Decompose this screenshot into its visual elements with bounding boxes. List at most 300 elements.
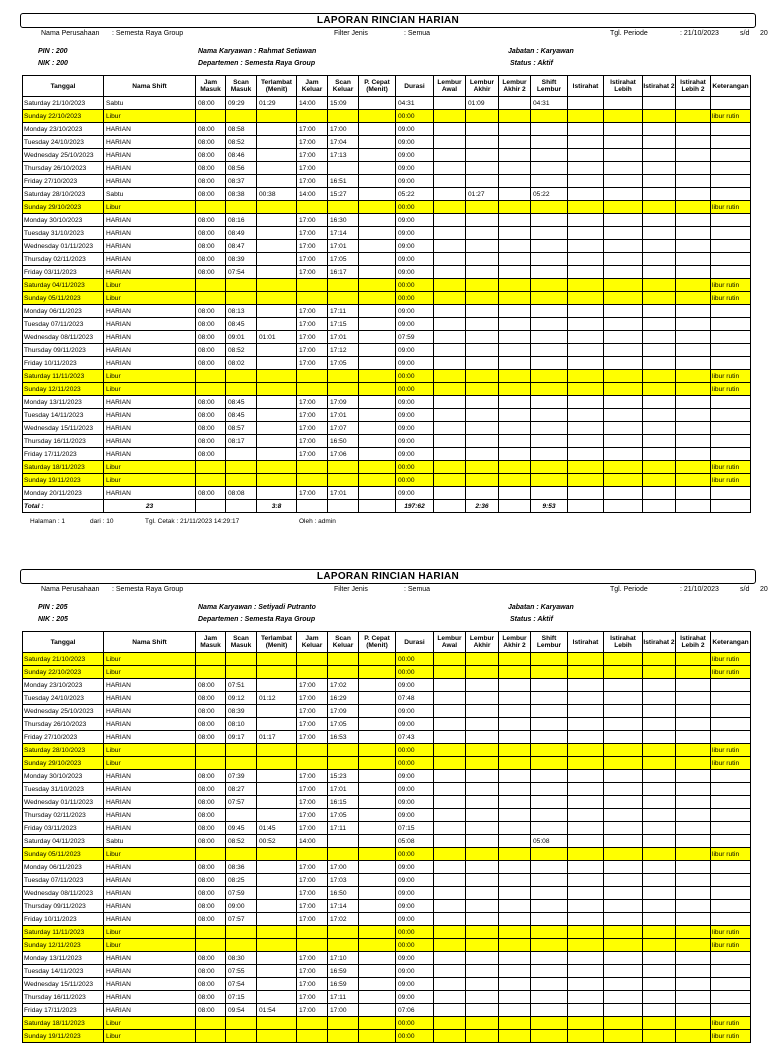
table-cell bbox=[643, 292, 676, 305]
table-cell: Tuesday 07/11/2023 bbox=[23, 874, 104, 887]
table-cell bbox=[643, 383, 676, 396]
table-cell: 01:27 bbox=[466, 188, 499, 201]
table-cell: Libur bbox=[104, 201, 196, 214]
table-cell: 08:00 bbox=[196, 422, 226, 435]
table-cell bbox=[604, 900, 643, 913]
day-off-row bbox=[23, 653, 751, 666]
table-cell bbox=[466, 110, 499, 123]
table-cell: Thursday 09/11/2023 bbox=[23, 900, 104, 913]
table-cell bbox=[568, 952, 604, 965]
column-header: P. Cepat (Menit) bbox=[359, 76, 396, 97]
table-row bbox=[23, 188, 751, 201]
table-cell bbox=[434, 770, 466, 783]
column-header: Istirahat Lebih bbox=[604, 632, 643, 653]
table-cell bbox=[196, 292, 226, 305]
table-cell: 08:00 bbox=[196, 409, 226, 422]
table-cell: 07:54 bbox=[226, 978, 257, 991]
table-cell: 05:22 bbox=[396, 188, 434, 201]
table-cell: 08:52 bbox=[226, 344, 257, 357]
table-cell bbox=[643, 1030, 676, 1043]
column-header: Nama Shift bbox=[104, 76, 196, 97]
table-cell: 16:51 bbox=[328, 175, 359, 188]
table-cell bbox=[676, 887, 711, 900]
table-cell bbox=[643, 97, 676, 110]
table-cell bbox=[604, 279, 643, 292]
table-cell bbox=[531, 991, 568, 1004]
table-cell bbox=[604, 809, 643, 822]
table-cell bbox=[328, 279, 359, 292]
total-cell bbox=[499, 500, 531, 513]
table-cell: Monday 20/11/2023 bbox=[23, 487, 104, 500]
column-header: Scan Keluar bbox=[328, 632, 359, 653]
table-cell bbox=[531, 422, 568, 435]
table-cell bbox=[676, 279, 711, 292]
table-cell bbox=[531, 344, 568, 357]
table-cell bbox=[196, 1017, 226, 1030]
table-cell bbox=[226, 201, 257, 214]
table-cell bbox=[297, 201, 328, 214]
table-cell bbox=[257, 266, 297, 279]
table-cell bbox=[359, 123, 396, 136]
table-cell bbox=[568, 448, 604, 461]
table-cell bbox=[499, 188, 531, 201]
table-cell bbox=[499, 796, 531, 809]
table-cell bbox=[434, 448, 466, 461]
table-cell bbox=[434, 809, 466, 822]
table-body bbox=[23, 97, 751, 513]
table-cell: 08:00 bbox=[196, 900, 226, 913]
table-cell bbox=[434, 848, 466, 861]
table-cell bbox=[568, 97, 604, 110]
table-cell bbox=[434, 123, 466, 136]
table-cell: 08:00 bbox=[196, 718, 226, 731]
table-cell bbox=[297, 1030, 328, 1043]
table-cell: 17:00 bbox=[297, 227, 328, 240]
table-cell bbox=[499, 110, 531, 123]
table-cell bbox=[531, 679, 568, 692]
table-cell bbox=[676, 97, 711, 110]
table-cell bbox=[499, 175, 531, 188]
table-row bbox=[23, 718, 751, 731]
table-cell bbox=[196, 744, 226, 757]
table-cell bbox=[604, 318, 643, 331]
table-cell: Wednesday 01/11/2023 bbox=[23, 240, 104, 253]
table-cell: 09:00 bbox=[396, 809, 434, 822]
table-cell: libur rutin bbox=[711, 461, 751, 474]
table-cell: Tuesday 24/10/2023 bbox=[23, 692, 104, 705]
table-cell bbox=[499, 123, 531, 136]
table-cell bbox=[359, 692, 396, 705]
table-cell bbox=[676, 175, 711, 188]
table-cell bbox=[711, 305, 751, 318]
table-cell bbox=[499, 965, 531, 978]
filter-label: Filter Jenis bbox=[334, 30, 368, 37]
table-row bbox=[23, 679, 751, 692]
table-cell bbox=[499, 731, 531, 744]
table-cell: HARIAN bbox=[104, 149, 196, 162]
table-cell: 09:00 bbox=[396, 136, 434, 149]
table-cell bbox=[434, 253, 466, 266]
table-cell bbox=[568, 900, 604, 913]
table-cell: libur rutin bbox=[711, 1017, 751, 1030]
table-cell bbox=[531, 692, 568, 705]
table-cell: 17:01 bbox=[328, 240, 359, 253]
table-cell: 08:00 bbox=[196, 214, 226, 227]
table-cell: libur rutin bbox=[711, 110, 751, 123]
table-cell bbox=[568, 214, 604, 227]
table-cell: 08:52 bbox=[226, 835, 257, 848]
table-cell bbox=[359, 201, 396, 214]
table-cell: 08:25 bbox=[226, 874, 257, 887]
column-header: Scan Keluar bbox=[328, 76, 359, 97]
table-cell bbox=[568, 409, 604, 422]
table-cell bbox=[434, 149, 466, 162]
table-cell bbox=[499, 435, 531, 448]
table-cell: 14:00 bbox=[297, 97, 328, 110]
column-header: Lembur Akhir 2 bbox=[499, 632, 531, 653]
table-cell bbox=[568, 175, 604, 188]
table-cell bbox=[196, 201, 226, 214]
table-cell bbox=[643, 796, 676, 809]
table-cell bbox=[434, 474, 466, 487]
table-cell bbox=[328, 757, 359, 770]
table-cell: 09:00 bbox=[396, 991, 434, 1004]
table-cell bbox=[297, 292, 328, 305]
table-cell bbox=[568, 279, 604, 292]
table-cell: HARIAN bbox=[104, 679, 196, 692]
table-cell: 09:00 bbox=[396, 679, 434, 692]
column-header: P. Cepat (Menit) bbox=[359, 632, 396, 653]
table-cell bbox=[328, 939, 359, 952]
table-cell bbox=[297, 370, 328, 383]
table-cell bbox=[499, 448, 531, 461]
table-cell bbox=[643, 874, 676, 887]
table-cell bbox=[676, 409, 711, 422]
table-cell bbox=[643, 666, 676, 679]
table-cell: HARIAN bbox=[104, 718, 196, 731]
table-cell: 17:00 bbox=[297, 149, 328, 162]
table-cell bbox=[359, 796, 396, 809]
table-cell bbox=[676, 136, 711, 149]
table-cell bbox=[604, 666, 643, 679]
table-cell: 08:00 bbox=[196, 874, 226, 887]
table-cell: HARIAN bbox=[104, 809, 196, 822]
table-cell: 17:01 bbox=[328, 409, 359, 422]
table-cell: 09:00 bbox=[396, 344, 434, 357]
table-cell bbox=[499, 305, 531, 318]
table-cell: Sunday 05/11/2023 bbox=[23, 292, 104, 305]
table-cell bbox=[531, 474, 568, 487]
table-cell bbox=[359, 965, 396, 978]
table-cell bbox=[257, 991, 297, 1004]
table-cell: 07:57 bbox=[226, 913, 257, 926]
table-cell: 00:00 bbox=[396, 757, 434, 770]
table-cell: 17:09 bbox=[328, 396, 359, 409]
table-cell bbox=[643, 718, 676, 731]
table-row bbox=[23, 409, 751, 422]
table-cell bbox=[531, 731, 568, 744]
table-cell bbox=[257, 344, 297, 357]
table-cell: Tuesday 24/10/2023 bbox=[23, 136, 104, 149]
table-cell bbox=[499, 679, 531, 692]
table-cell: 08:00 bbox=[196, 331, 226, 344]
table-cell: Monday 30/10/2023 bbox=[23, 214, 104, 227]
table-cell bbox=[434, 783, 466, 796]
table-cell: 08:00 bbox=[196, 149, 226, 162]
table-cell bbox=[359, 318, 396, 331]
table-cell: 17:00 bbox=[297, 913, 328, 926]
table-cell bbox=[568, 770, 604, 783]
table-cell: Sunday 12/11/2023 bbox=[23, 383, 104, 396]
table-cell bbox=[257, 136, 297, 149]
table-cell bbox=[643, 926, 676, 939]
table-cell bbox=[604, 383, 643, 396]
table-cell: 09:00 bbox=[396, 123, 434, 136]
table-row bbox=[23, 227, 751, 240]
table-cell bbox=[676, 848, 711, 861]
table-cell: 17:00 bbox=[297, 796, 328, 809]
table-cell: 08:00 bbox=[196, 991, 226, 1004]
table-cell: 00:00 bbox=[396, 474, 434, 487]
table-cell bbox=[257, 848, 297, 861]
table-cell bbox=[434, 175, 466, 188]
table-row bbox=[23, 861, 751, 874]
table-cell: Monday 30/10/2023 bbox=[23, 770, 104, 783]
table-cell bbox=[257, 679, 297, 692]
table-cell bbox=[499, 266, 531, 279]
table-cell: 17:00 bbox=[297, 136, 328, 149]
table-cell bbox=[257, 705, 297, 718]
table-cell bbox=[359, 214, 396, 227]
table-cell: Friday 17/11/2023 bbox=[23, 448, 104, 461]
table-cell bbox=[568, 357, 604, 370]
table-cell: 09:54 bbox=[226, 1004, 257, 1017]
table-cell: 09:17 bbox=[226, 731, 257, 744]
table-cell: 08:00 bbox=[196, 861, 226, 874]
table-cell bbox=[196, 461, 226, 474]
total-cell bbox=[434, 500, 466, 513]
table-cell bbox=[359, 474, 396, 487]
table-cell: 07:43 bbox=[396, 731, 434, 744]
table-cell bbox=[434, 913, 466, 926]
table-cell: 08:57 bbox=[226, 422, 257, 435]
table-cell bbox=[434, 874, 466, 887]
table-cell: 09:00 bbox=[396, 874, 434, 887]
table-cell bbox=[531, 240, 568, 253]
table-cell bbox=[568, 123, 604, 136]
table-cell bbox=[531, 175, 568, 188]
table-cell bbox=[711, 149, 751, 162]
table-cell bbox=[257, 448, 297, 461]
table-cell bbox=[359, 848, 396, 861]
table-cell bbox=[466, 201, 499, 214]
table-cell bbox=[466, 757, 499, 770]
table-cell bbox=[604, 874, 643, 887]
table-cell: 17:09 bbox=[328, 705, 359, 718]
table-cell bbox=[499, 214, 531, 227]
table-cell: 17:00 bbox=[297, 887, 328, 900]
table-cell: Thursday 16/11/2023 bbox=[23, 991, 104, 1004]
table-cell bbox=[711, 796, 751, 809]
table-cell bbox=[466, 409, 499, 422]
table-cell bbox=[643, 653, 676, 666]
table-cell bbox=[711, 835, 751, 848]
table-cell bbox=[359, 783, 396, 796]
table-cell bbox=[531, 409, 568, 422]
table-cell bbox=[466, 305, 499, 318]
table-cell bbox=[568, 188, 604, 201]
table-cell: 16:59 bbox=[328, 978, 359, 991]
table-cell bbox=[568, 253, 604, 266]
table-cell bbox=[676, 357, 711, 370]
table-cell bbox=[711, 331, 751, 344]
table-cell bbox=[359, 1030, 396, 1043]
table-cell bbox=[226, 279, 257, 292]
total-cell: 197:62 bbox=[396, 500, 434, 513]
table-cell: 17:01 bbox=[328, 783, 359, 796]
table-cell bbox=[226, 370, 257, 383]
table-cell bbox=[466, 448, 499, 461]
table-cell bbox=[676, 770, 711, 783]
table-cell bbox=[568, 874, 604, 887]
table-cell: 08:45 bbox=[226, 409, 257, 422]
total-row bbox=[23, 500, 751, 513]
table-cell bbox=[604, 744, 643, 757]
table-cell: 08:00 bbox=[196, 435, 226, 448]
table-cell bbox=[568, 1017, 604, 1030]
table-cell: 17:00 bbox=[328, 1004, 359, 1017]
table-cell bbox=[604, 861, 643, 874]
table-cell bbox=[531, 887, 568, 900]
table-cell: 08:00 bbox=[196, 97, 226, 110]
table-cell bbox=[499, 331, 531, 344]
table-cell bbox=[531, 822, 568, 835]
table-cell bbox=[466, 149, 499, 162]
table-cell: 09:00 bbox=[396, 162, 434, 175]
table-cell bbox=[499, 383, 531, 396]
table-cell bbox=[466, 461, 499, 474]
table-cell bbox=[466, 861, 499, 874]
table-cell bbox=[531, 162, 568, 175]
table-cell bbox=[676, 757, 711, 770]
table-cell: Monday 13/11/2023 bbox=[23, 952, 104, 965]
table-cell bbox=[499, 201, 531, 214]
table-cell: HARIAN bbox=[104, 796, 196, 809]
table-cell: 08:00 bbox=[196, 162, 226, 175]
table-cell bbox=[604, 266, 643, 279]
table-cell bbox=[643, 461, 676, 474]
table-cell bbox=[359, 718, 396, 731]
table-cell bbox=[604, 227, 643, 240]
table-cell bbox=[676, 344, 711, 357]
table-cell bbox=[531, 1004, 568, 1017]
table-cell bbox=[499, 939, 531, 952]
column-header: Keterangan bbox=[711, 632, 751, 653]
company-value: : Semesta Raya Group bbox=[112, 586, 184, 593]
column-header: Nama Shift bbox=[104, 632, 196, 653]
table-cell bbox=[643, 705, 676, 718]
table-cell: 17:00 bbox=[297, 900, 328, 913]
table-cell: Tuesday 31/10/2023 bbox=[23, 783, 104, 796]
table-cell: 00:00 bbox=[396, 292, 434, 305]
table-cell: Sunday 19/11/2023 bbox=[23, 474, 104, 487]
table-cell bbox=[257, 279, 297, 292]
table-cell bbox=[499, 396, 531, 409]
period-value: : 21/10/2023 bbox=[680, 30, 719, 37]
table-cell bbox=[434, 201, 466, 214]
table-cell bbox=[676, 796, 711, 809]
table-cell: 08:39 bbox=[226, 253, 257, 266]
table-cell: Sabtu bbox=[104, 97, 196, 110]
table-cell bbox=[568, 718, 604, 731]
table-cell bbox=[676, 835, 711, 848]
table-cell bbox=[676, 731, 711, 744]
table-cell bbox=[257, 253, 297, 266]
table-cell bbox=[711, 396, 751, 409]
table-cell: 08:00 bbox=[196, 175, 226, 188]
table-cell bbox=[328, 383, 359, 396]
total-cell: 23 bbox=[104, 500, 196, 513]
table-cell bbox=[568, 383, 604, 396]
table-cell: 08:00 bbox=[196, 913, 226, 926]
table-cell bbox=[257, 149, 297, 162]
table-cell bbox=[359, 136, 396, 149]
table-cell bbox=[434, 926, 466, 939]
table-cell: 17:01 bbox=[328, 331, 359, 344]
table-cell: Friday 27/10/2023 bbox=[23, 175, 104, 188]
table-cell bbox=[257, 383, 297, 396]
table-cell: 00:00 bbox=[396, 744, 434, 757]
header-row bbox=[23, 76, 751, 97]
table-row bbox=[23, 305, 751, 318]
table-cell bbox=[568, 809, 604, 822]
table-cell bbox=[359, 383, 396, 396]
table-row bbox=[23, 796, 751, 809]
table-cell: 00:00 bbox=[396, 939, 434, 952]
table-cell: 08:16 bbox=[226, 214, 257, 227]
table-cell: 09:00 bbox=[396, 409, 434, 422]
column-header: Scan Masuk bbox=[226, 632, 257, 653]
table-cell bbox=[643, 227, 676, 240]
table-cell bbox=[643, 692, 676, 705]
table-cell bbox=[568, 370, 604, 383]
table-cell bbox=[643, 835, 676, 848]
table-cell: HARIAN bbox=[104, 952, 196, 965]
table-cell: 15:09 bbox=[328, 97, 359, 110]
table-cell bbox=[531, 1030, 568, 1043]
table-cell bbox=[568, 136, 604, 149]
table-cell bbox=[604, 110, 643, 123]
table-cell bbox=[466, 227, 499, 240]
table-cell bbox=[257, 796, 297, 809]
table-cell bbox=[434, 757, 466, 770]
employee-pin: PIN : 205 bbox=[38, 604, 68, 611]
table-row bbox=[23, 874, 751, 887]
table-cell bbox=[676, 939, 711, 952]
table-cell: 09:00 bbox=[396, 796, 434, 809]
table-cell: 17:00 bbox=[297, 175, 328, 188]
table-cell bbox=[359, 253, 396, 266]
table-cell: Sunday 22/10/2023 bbox=[23, 110, 104, 123]
table-cell bbox=[434, 718, 466, 731]
table-cell bbox=[359, 1004, 396, 1017]
table-cell: 17:00 bbox=[297, 770, 328, 783]
table-cell: 09:00 bbox=[396, 978, 434, 991]
table-cell bbox=[499, 344, 531, 357]
table-cell: Wednesday 15/11/2023 bbox=[23, 422, 104, 435]
table-cell: Thursday 26/10/2023 bbox=[23, 718, 104, 731]
table-cell bbox=[711, 952, 751, 965]
